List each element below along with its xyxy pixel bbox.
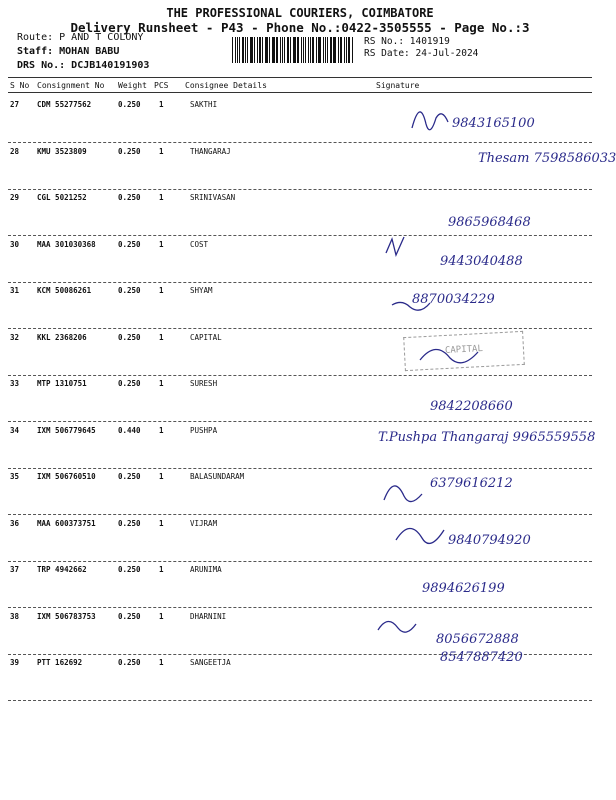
row-consignee: BALASUNDARAM [190, 472, 245, 481]
barcode-bar [316, 37, 317, 63]
row-weight: 0.250 [118, 333, 141, 342]
barcode-bar [290, 37, 291, 63]
signature-scribble [386, 237, 404, 255]
row-weight: 0.250 [118, 658, 141, 667]
signature-scribble [384, 486, 422, 502]
row-separator [8, 235, 592, 236]
row-consignment-no: PTT 162692 [37, 658, 83, 667]
col-header-sno: S No [10, 81, 30, 90]
row-weight: 0.250 [118, 612, 141, 621]
table-header-rule [8, 92, 592, 93]
row-consignment-no: MTP 1310751 [37, 379, 87, 388]
row-weight: 0.440 [118, 426, 141, 435]
barcode-bar [340, 37, 341, 63]
barcode-bar [346, 37, 347, 63]
barcode-bar [257, 37, 258, 63]
barcode-bar [237, 37, 238, 63]
row-weight: 0.250 [118, 100, 141, 109]
barcode-bar [287, 37, 288, 63]
row-consignee: ARUNIMA [190, 565, 222, 574]
rs-number: RS No.: 1401919 [364, 36, 450, 47]
barcode-bar [352, 37, 353, 63]
row-signature: 9865968468 [448, 215, 531, 230]
row-consignee: SHYAM [190, 286, 213, 295]
route-text: Route: P AND T COLONY [17, 32, 144, 43]
row-weight: 0.250 [118, 472, 141, 481]
barcode-bar [348, 37, 350, 63]
row-separator [8, 700, 592, 701]
barcode-bar [232, 37, 233, 63]
header-left [17, 31, 149, 73]
rs-date: RS Date: 24-Jul-2024 [364, 48, 479, 59]
staff-text: Staff: MOHAN BABU [17, 46, 120, 57]
company-title: THE PROFESSIONAL COURIERS, COIMBATORE [166, 6, 434, 20]
col-header-consignee: Consignee Details [185, 81, 267, 90]
row-pcs: 1 [159, 612, 164, 621]
row-consignment-no: IXM 506760510 [37, 472, 96, 481]
barcode-bar [239, 37, 240, 63]
row-signature: 9443040488 [440, 254, 523, 269]
row-consignment-no: KMU 3523809 [37, 147, 87, 156]
barcode-bar [323, 37, 324, 63]
barcode-bar [305, 37, 306, 63]
row-sno: 39 [10, 658, 20, 667]
barcode-bar [327, 37, 328, 63]
barcode-bar [265, 37, 266, 63]
row-consignee: CAPITAL [190, 333, 222, 342]
row-signature: 6379616212 [430, 476, 513, 491]
row-pcs: 1 [159, 519, 164, 528]
row-separator [8, 468, 592, 469]
row-signature: T.Pushpa Thangaraj 9965559558 [378, 430, 596, 445]
row-signature: Thesam 7598586033 [478, 151, 616, 166]
barcode-bar [276, 37, 278, 63]
row-weight: 0.250 [118, 147, 141, 156]
row-pcs: 1 [159, 193, 164, 202]
row-sno: 31 [10, 286, 20, 295]
barcode-bar [334, 37, 335, 63]
col-header-consignment: Consignment No [37, 81, 105, 90]
drs-text: DRS No.: DCJB140191903 [17, 60, 150, 71]
company-stamp: CAPITAL [403, 331, 525, 371]
barcode-bar [318, 37, 319, 63]
row-weight: 0.250 [118, 379, 141, 388]
row-consignee: DHARNINI [190, 612, 227, 621]
barcode-bar [273, 37, 274, 63]
row-signature: 9843165100 [452, 116, 535, 131]
header-right [364, 36, 478, 60]
row-pcs: 1 [159, 565, 164, 574]
signature-scribble [412, 112, 448, 130]
row-sno: 30 [10, 240, 20, 249]
barcode-bar [325, 37, 326, 63]
row-consignment-no: KKL 2368206 [37, 333, 87, 342]
row-consignment-no: CDM 55277562 [37, 100, 92, 109]
row-separator [8, 375, 592, 376]
row-separator [8, 607, 592, 608]
runsheet-subtitle: Delivery Runsheet - P43 - Phone No.:0422-3505555 - Page No.:3 [70, 20, 530, 35]
row-sno: 35 [10, 472, 20, 481]
row-pcs: 1 [159, 379, 164, 388]
row-separator [8, 421, 592, 422]
signature-scribble [396, 528, 444, 543]
barcode-bar [298, 37, 299, 63]
row-consignment-no: CGL 5021252 [37, 193, 87, 202]
barcode-bar [259, 37, 261, 63]
barcode [232, 37, 354, 63]
row-sno: 34 [10, 426, 20, 435]
barcode-bar [330, 37, 332, 63]
row-consignee: THANGARAJ [190, 147, 231, 156]
barcode-bar [310, 37, 311, 63]
row-signature: 8547887420 [440, 650, 523, 665]
barcode-bar [297, 37, 298, 63]
signature-scribble [378, 621, 416, 632]
row-consignee: COST [190, 240, 209, 249]
barcode-bar [288, 37, 289, 63]
row-sno: 33 [10, 379, 20, 388]
row-separator [8, 282, 592, 283]
row-consignee: SANGEETJA [190, 658, 231, 667]
row-separator [8, 189, 592, 190]
row-signature: 8056672888 [436, 632, 519, 647]
barcode-bar [341, 37, 342, 63]
row-consignee: SAKTHI [190, 100, 218, 109]
barcode-bar [312, 37, 314, 63]
row-pcs: 1 [159, 426, 164, 435]
row-sno: 32 [10, 333, 20, 342]
row-consignment-no: KCM 50086261 [37, 286, 92, 295]
col-header-pcs: PCS [154, 81, 169, 90]
barcode-bar [284, 37, 285, 63]
row-sno: 37 [10, 565, 20, 574]
row-consignment-no: IXM 506783753 [37, 612, 96, 621]
barcode-bar [301, 37, 302, 63]
row-pcs: 1 [159, 240, 164, 249]
barcode-bar [242, 37, 244, 63]
barcode-bar [262, 37, 263, 63]
barcode-bar [269, 37, 270, 63]
barcode-bar [293, 37, 295, 63]
barcode-bar [338, 37, 339, 63]
row-sno: 36 [10, 519, 20, 528]
row-signature: 8870034229 [412, 292, 495, 307]
barcode-bar [247, 37, 248, 63]
barcode-bar [308, 37, 309, 63]
row-consignment-no: MAA 600373751 [37, 519, 96, 528]
row-separator [8, 561, 592, 562]
row-weight: 0.250 [118, 240, 141, 249]
row-pcs: 1 [159, 658, 164, 667]
barcode-bar [303, 37, 304, 63]
row-weight: 0.250 [118, 193, 141, 202]
barcode-bar [333, 37, 334, 63]
barcode-bar [266, 37, 267, 63]
row-sno: 27 [10, 100, 20, 109]
barcode-bar [282, 37, 283, 63]
row-separator [8, 142, 592, 143]
row-weight: 0.250 [118, 286, 141, 295]
row-signature: 9840794920 [448, 533, 531, 548]
row-pcs: 1 [159, 100, 164, 109]
barcode-bar [235, 37, 236, 63]
barcode-bar [319, 37, 320, 63]
row-signature: 9894626199 [422, 581, 505, 596]
row-separator [8, 514, 592, 515]
row-pcs: 1 [159, 472, 164, 481]
row-signature: 9842208660 [430, 399, 513, 414]
row-consignment-no: IXM 506779645 [37, 426, 96, 435]
row-pcs: 1 [159, 333, 164, 342]
row-consignee: SRINIVASAN [190, 193, 236, 202]
col-header-signature: Signature [376, 81, 420, 90]
table-top-rule [8, 77, 592, 78]
barcode-bar [280, 37, 281, 63]
row-weight: 0.250 [118, 519, 141, 528]
row-consignment-no: TRP 4942662 [37, 565, 87, 574]
row-sno: 28 [10, 147, 20, 156]
row-sno: 38 [10, 612, 20, 621]
barcode-bar [251, 37, 252, 63]
row-separator [8, 328, 592, 329]
col-header-weight: Weight [118, 81, 147, 90]
barcode-bar [344, 37, 345, 63]
row-sno: 29 [10, 193, 20, 202]
barcode-bar [245, 37, 246, 63]
row-consignee: SURESH [190, 379, 218, 388]
row-consignee: PUSHPA [190, 426, 218, 435]
row-weight: 0.250 [118, 565, 141, 574]
row-consignment-no: MAA 301030368 [37, 240, 96, 249]
row-consignee: VIJRAM [190, 519, 218, 528]
barcode-bar [254, 37, 255, 63]
row-pcs: 1 [159, 147, 164, 156]
barcode-bar [272, 37, 273, 63]
row-pcs: 1 [159, 286, 164, 295]
barcode-bar [250, 37, 251, 63]
